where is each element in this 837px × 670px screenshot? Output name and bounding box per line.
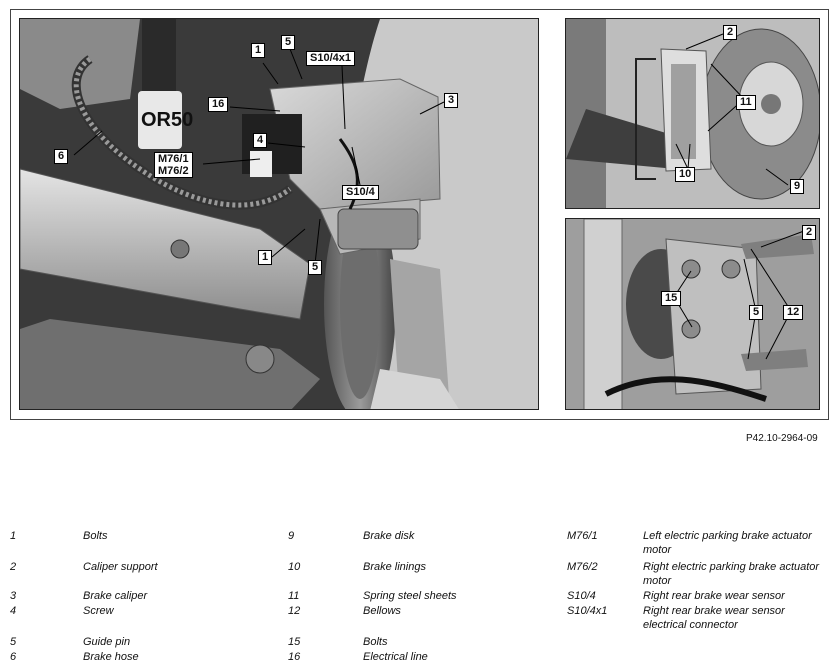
callout-1-bottom: 1 [258, 250, 272, 265]
legend-key: 10 [288, 561, 301, 573]
legend-key: 5 [10, 636, 17, 648]
callout-1-top: 1 [251, 43, 265, 58]
callout-9: 9 [790, 179, 804, 194]
callout-12: 12 [783, 305, 803, 320]
legend-key: S10/4 [567, 590, 596, 602]
callout-m76-1: M76/1 [158, 153, 189, 165]
callout-2-bottom-right: 2 [802, 225, 816, 240]
bottom-right-photo-panel [565, 218, 820, 410]
callout-4: 4 [253, 133, 267, 148]
legend-label: Bolts [83, 530, 108, 542]
legend-label: Brake disk [363, 530, 415, 542]
legend-key: 9 [288, 530, 295, 542]
main-photo-illustration [20, 19, 539, 410]
legend-label: Bolts [363, 636, 388, 648]
callout-s10-4: S10/4 [342, 185, 379, 200]
callout-15: 15 [661, 291, 681, 306]
legend-key: 12 [288, 605, 301, 617]
callout-6: 6 [54, 149, 68, 164]
legend-label: Brake hose [83, 651, 139, 663]
legend-label: Spring steel sheets [363, 590, 457, 602]
callout-m76 [154, 152, 193, 178]
legend-key: 15 [288, 636, 301, 648]
callout-10: 10 [675, 167, 695, 182]
legend-key: S10/4x1 [567, 605, 608, 617]
legend-label: Guide pin [83, 636, 131, 648]
callout-5-top: 5 [281, 35, 295, 50]
legend-label: Right electric parking brake actuator motor [643, 561, 820, 587]
legend-key: 1 [10, 530, 17, 542]
legend-label: Right rear brake wear sensor [643, 590, 785, 602]
shock-decal-text: OR50 [141, 109, 194, 131]
main-photo-panel [19, 18, 539, 410]
legend-key: 2 [10, 561, 17, 573]
callout-11: 11 [736, 95, 756, 110]
callout-16: 16 [208, 97, 228, 112]
legend-label: Screw [83, 605, 114, 617]
legend-label: Brake caliper [83, 590, 148, 602]
callout-5-bottom-right: 5 [749, 305, 763, 320]
legend-label: Caliper support [83, 561, 158, 573]
top-right-photo-panel [565, 18, 820, 209]
legend-key: M76/1 [567, 530, 598, 542]
legend-key: 6 [10, 651, 17, 663]
legend-key: 4 [10, 605, 17, 617]
legend-label: Left electric parking brake actuator motor [643, 530, 812, 556]
legend-label: Electrical line [363, 651, 428, 663]
callout-s10-4x1: S10/4x1 [306, 51, 355, 66]
callout-m76-2: M76/2 [158, 165, 189, 177]
figure-reference: P42.10-2964-09 [746, 433, 818, 444]
legend-key: M76/2 [567, 561, 598, 573]
bottom-right-photo-illustration [566, 219, 820, 410]
legend-label: Bellows [363, 605, 401, 617]
callout-5-bottom: 5 [308, 260, 322, 275]
legend-label: Brake linings [363, 561, 426, 573]
legend-key: 3 [10, 590, 17, 602]
legend-key: 11 [288, 590, 300, 602]
legend-key: 16 [288, 651, 301, 663]
callout-2-top-right: 2 [723, 25, 737, 40]
legend-label: Right rear brake wear sensor electrical connector [643, 605, 785, 631]
callout-3: 3 [444, 93, 458, 108]
